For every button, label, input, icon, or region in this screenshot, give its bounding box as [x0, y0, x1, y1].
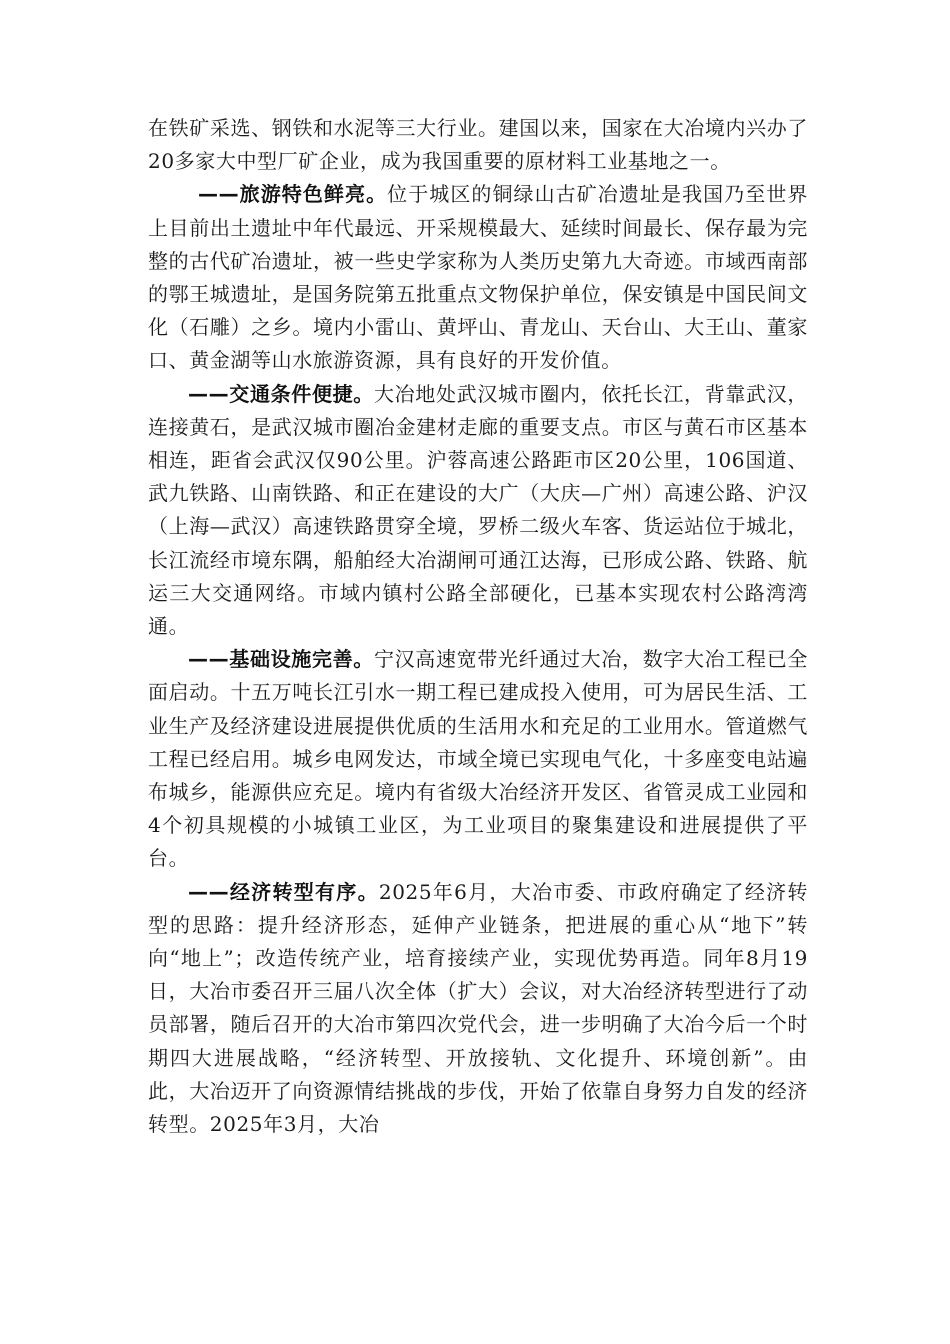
paragraph-intro: [148, 112, 808, 178]
paragraph-text: 大冶地处武汉城市圈内，依托长江，背靠武汉，连接黄石，是武汉城市圈冶金建材走廊的重要支点。市区与黄石市区基本相连，距省会武汉仅90公里。沪蓉高速公路距市区20公里，106国道、武九铁路、山南铁路、和正在建设的大广（大庆—广州）高速公路、沪汉（上海—武汉）高速铁路贯穿全境，罗桥二级火车客、货运站位于城北，长江流经市境东隅，船舶经大冶湖闸可通江达海，已形成公路、铁路、航运三大交通网络。市域内镇村公路全部硬化，已基本实现农村公路湾湾通。: [148, 381, 808, 639]
paragraph-text: 2025年6月，大冶市委、市政府确定了经济转型的思路：提升经济形态，延伸产业链条，把进展的重心从“地下”转向“地上”；改造传统产业，培育接续产业，实现优势再造。同年8月19日，大冶市委召开三届八次全体（扩大）会议，对大冶经济转型进行了动员部署，随后召开的大冶市第四次党代会，进一步明确了大冶今后一个时期四大进展战略，“经济转型、开放接轨、文化提升、环境创新”。由此，大冶迈开了向资源情结挑战的步伐，开始了依靠自身努力自发的经济转型。2025年3月，大冶: [148, 879, 808, 1137]
paragraph-economy: [148, 876, 808, 1142]
document-page: [148, 112, 808, 1141]
section-heading-economy: ——经济转型有序。: [188, 879, 379, 904]
section-heading-transport: ——交通条件便捷。: [188, 381, 374, 406]
paragraph-text: 在铁矿采选、钢铁和水泥等三大行业。建国以来，国家在大冶境内兴办了20多家大中型厂矿企业，成为我国重要的原材料工业基地之一。: [148, 116, 808, 174]
paragraph-transport: [148, 378, 808, 644]
section-heading-infrastructure: ——基础设施完善。: [188, 647, 374, 672]
section-heading-tourism: ——旅游特色鲜亮。: [198, 182, 388, 207]
paragraph-text: 宁汉高速宽带光纤通过大冶，数字大冶工程已全面启动。十五万吨长江引水一期工程已建成投入使用，可为居民生活、工业生产及经济建设进展提供优质的生活用水和充足的工业用水。管道燃气工程已经启用。城乡电网发达，市域全境已实现电气化，十多座变电站遍布城乡，能源供应充足。境内有省级大冶经济开发区、省管灵成工业园和4个初具规模的小城镇工业区，为工业项目的聚集建设和进展提供了平台。: [148, 647, 808, 871]
paragraph-infrastructure: [148, 643, 808, 875]
paragraph-text: 位于城区的铜绿山古矿冶遗址是我国乃至世界上目前出土遗址中年代最远、开采规模最大、延续时间最长、保存最为完整的古代矿冶遗址，被一些史学家称为人类历史第九大奇迹。市域西南部的鄂王城遗址，是国务院第五批重点文物保护单位，保安镇是中国民间文化（石雕）之乡。境内小雷山、黄坪山、青龙山、天台山、大王山、董家口、黄金湖等山水旅游资源，具有良好的开发价值。: [148, 182, 809, 373]
paragraph-tourism: [148, 178, 808, 377]
